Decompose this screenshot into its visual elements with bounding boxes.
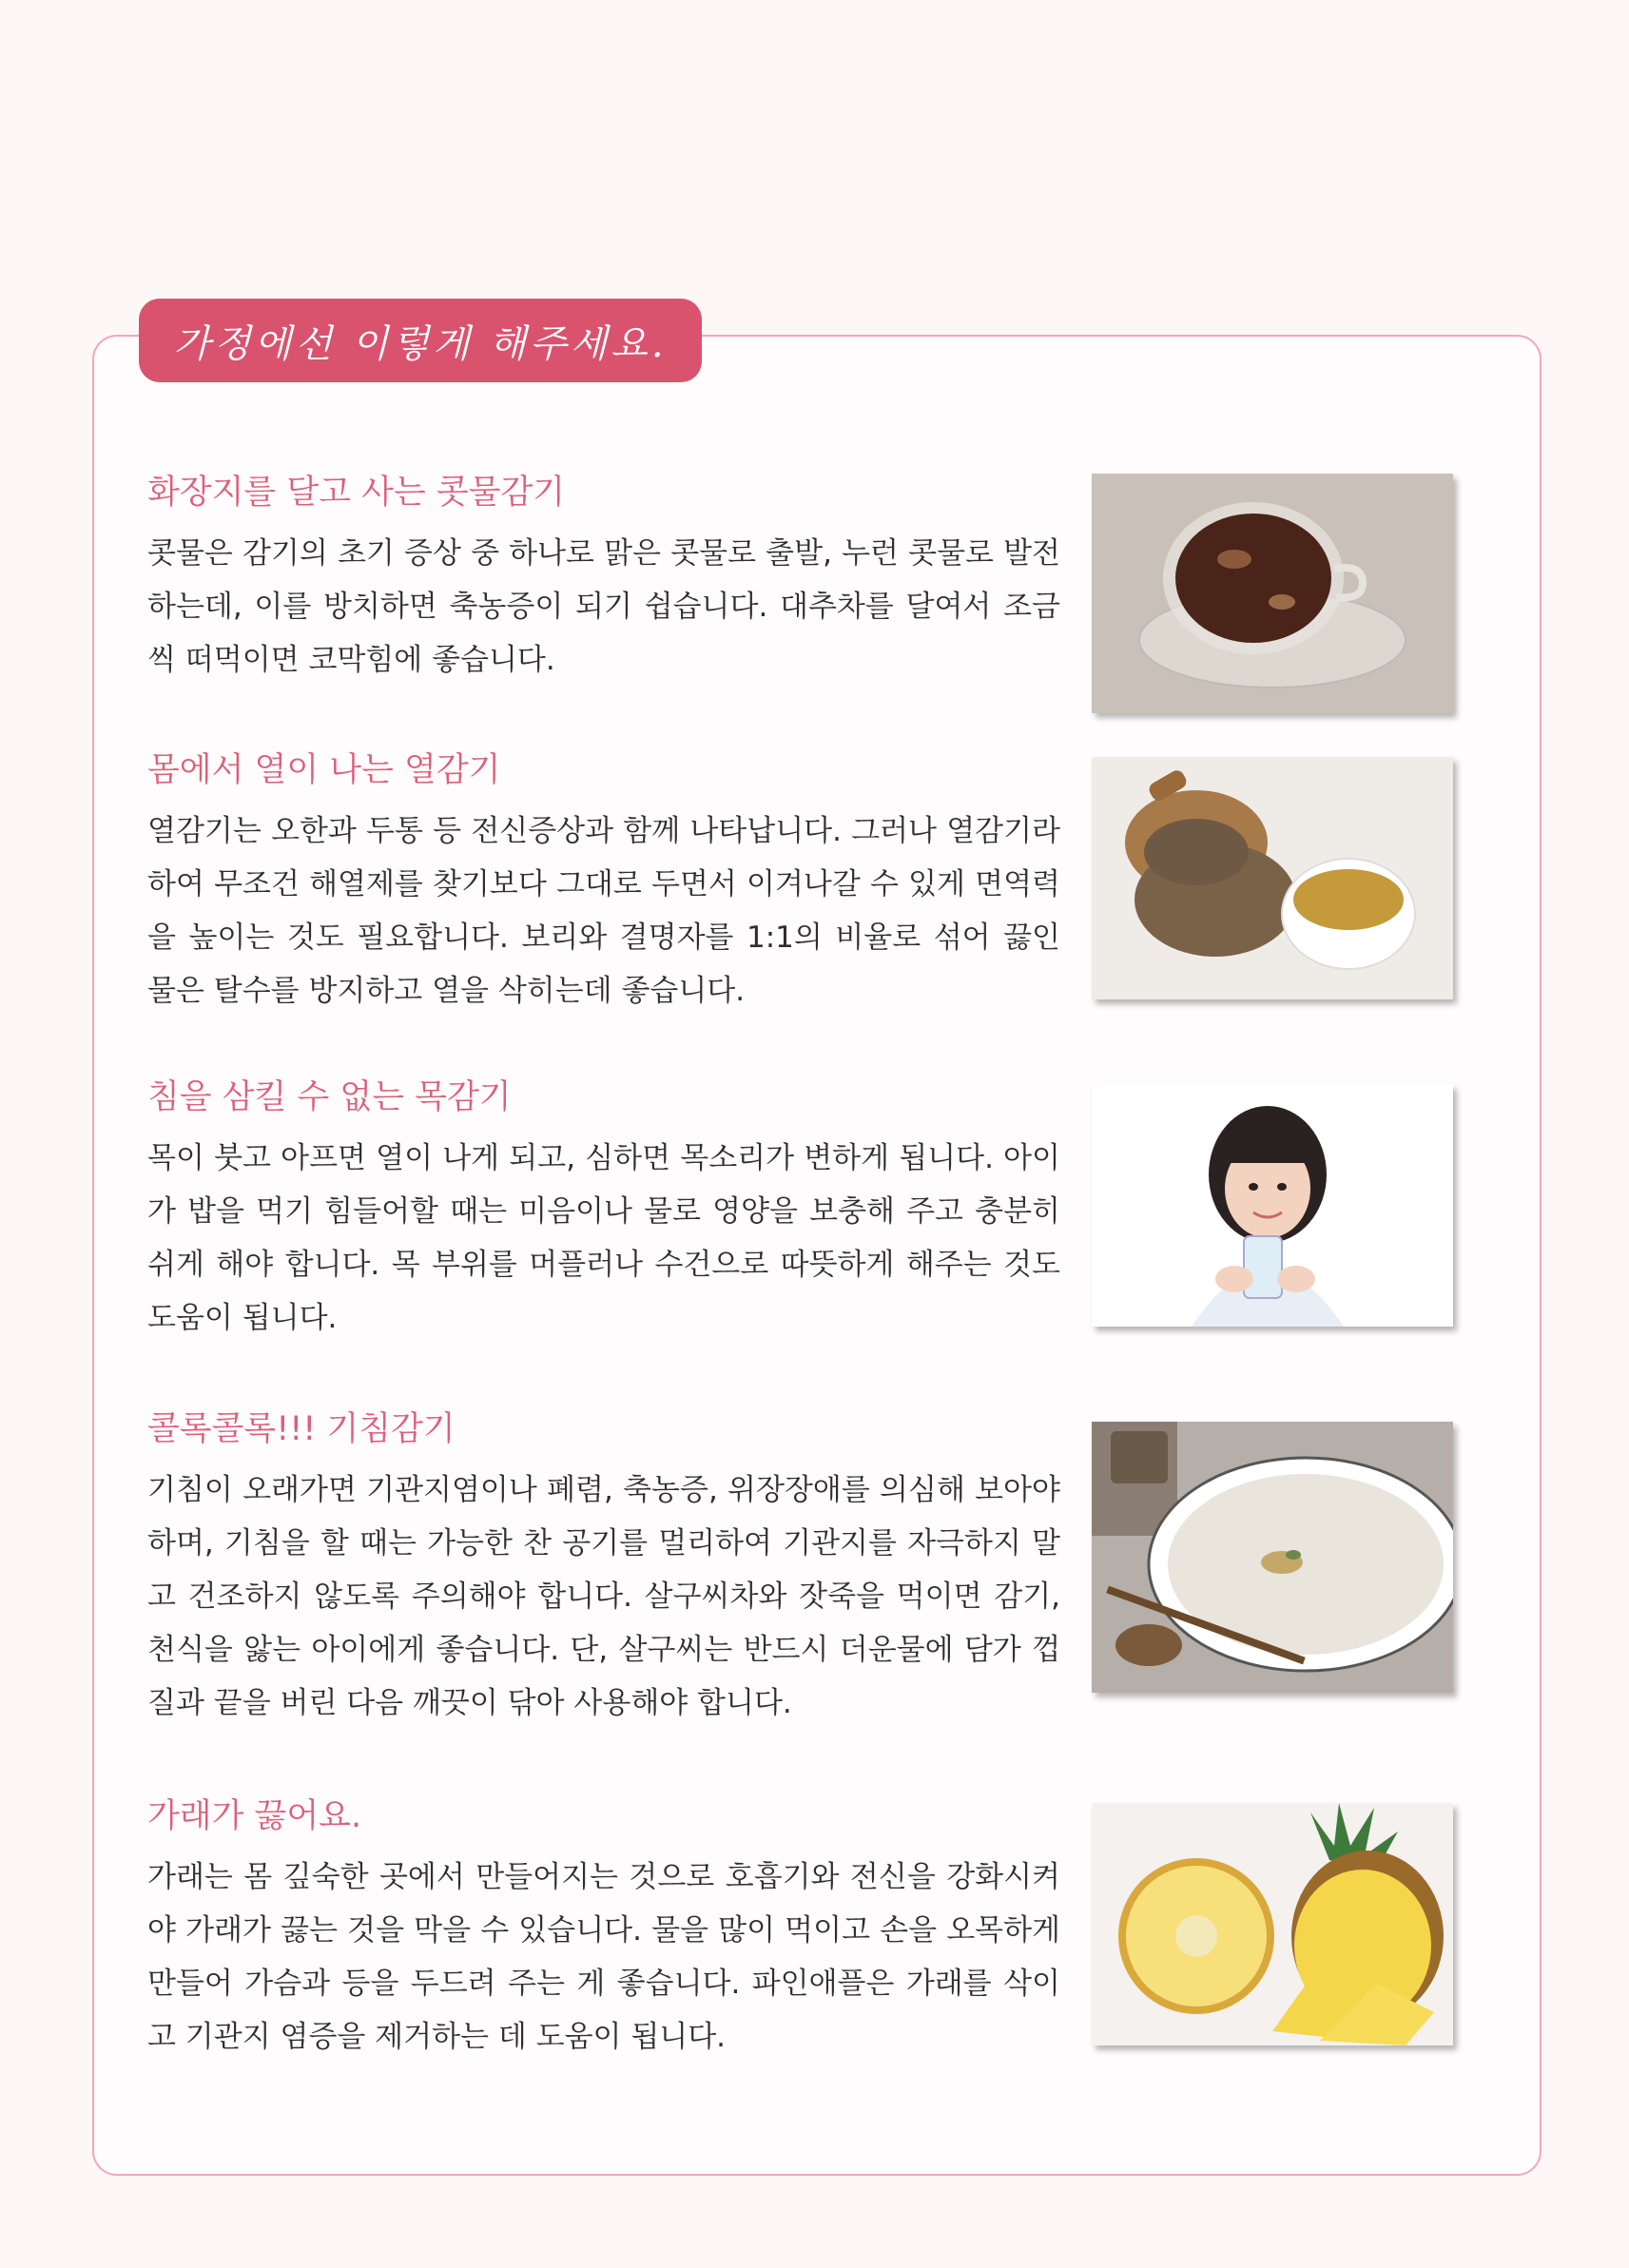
section-title: 가래가 끓어요.: [147, 1797, 362, 1835]
section-fever-cold: [147, 744, 1060, 1018]
pine-nut-porridge-photo: [1092, 1422, 1453, 1693]
section-title: 화장지를 달고 사는 콧물감기: [147, 474, 566, 512]
pineapple-photo: [1092, 1803, 1453, 2045]
header-tab: [139, 299, 702, 382]
section-body: 기침이 오래가면 기관지염이나 폐렴, 축농증, 위장장애를 의심해 보아야 하며, 기침을 할 때는 가능한 찬 공기를 멀리하여 기관지를 자극하지 말고 건조하지 않도록 주의해야 합니다. 살구씨차와 잣죽을 먹이면 감기, 천식을 앓는 아이에게 좋습니다. 단, 살구씨는 반드시 더운물에 담가 껍질과 끝을 버린 다음 깨끗이 닦아 사용해야 합니다.: [147, 1473, 1060, 1720]
section-title: 콜록콜록!!! 기침감기: [147, 1410, 456, 1448]
section-sore-throat-cold: [147, 1071, 1060, 1345]
barley-tea-photo: [1092, 757, 1453, 999]
section-title: 몸에서 열이 나는 열감기: [147, 751, 501, 789]
section-runny-nose-cold: [147, 466, 1060, 687]
section-cough-cold: [147, 1403, 1060, 1730]
section-body: 가래는 몸 깊숙한 곳에서 만들어지는 것으로 호흡기와 전신을 강화시켜야 가래가 끓는 것을 막을 수 있습니다. 물을 많이 먹이고 손을 오목하게 만들어 가슴과 등을 두드려 주는 게 좋습니다. 파인애플은 가래를 삭이고 기관지 염증을 제거하는 데 도움이 됩니다.: [147, 1860, 1060, 2054]
jujube-tea-photo: [1092, 474, 1453, 713]
section-body: 열감기는 오한과 두통 등 전신증상과 함께 나타납니다. 그러나 열감기라 하여 무조건 해열제를 찾기보다 그대로 두면서 이겨나갈 수 있게 면역력을 높이는 것도 필요합니다. 보리와 결명자를 1:1의 비율로 섞어 끓인 물은 탈수를 방지하고 열을 삭히는데 좋습니다.: [147, 814, 1060, 1008]
section-body: 목이 붓고 아프면 열이 나게 되고, 심하면 목소리가 변하게 됩니다. 아이가 밥을 먹기 힘들어할 때는 미음이나 물로 영양을 보충해 주고 충분히 쉬게 해야 합니다. 목 부위를 머플러나 수건으로 따뜻하게 해주는 것도 도움이 됩니다.: [147, 1141, 1060, 1335]
header-title: 가정에선 이렇게 해주세요.: [173, 321, 668, 366]
section-title: 침을 삼킬 수 없는 목감기: [147, 1078, 512, 1116]
section-body: 콧물은 감기의 초기 증상 중 하나로 맑은 콧물로 출발, 누런 콧물로 발전하는데, 이를 방치하면 축농증이 되기 쉽습니다. 대추차를 달여서 조금씩 떠먹이면 코막힘에 좋습니다.: [147, 536, 1060, 677]
child-drinking-water-photo: [1092, 1084, 1453, 1327]
section-phlegm: [147, 1790, 1060, 2064]
